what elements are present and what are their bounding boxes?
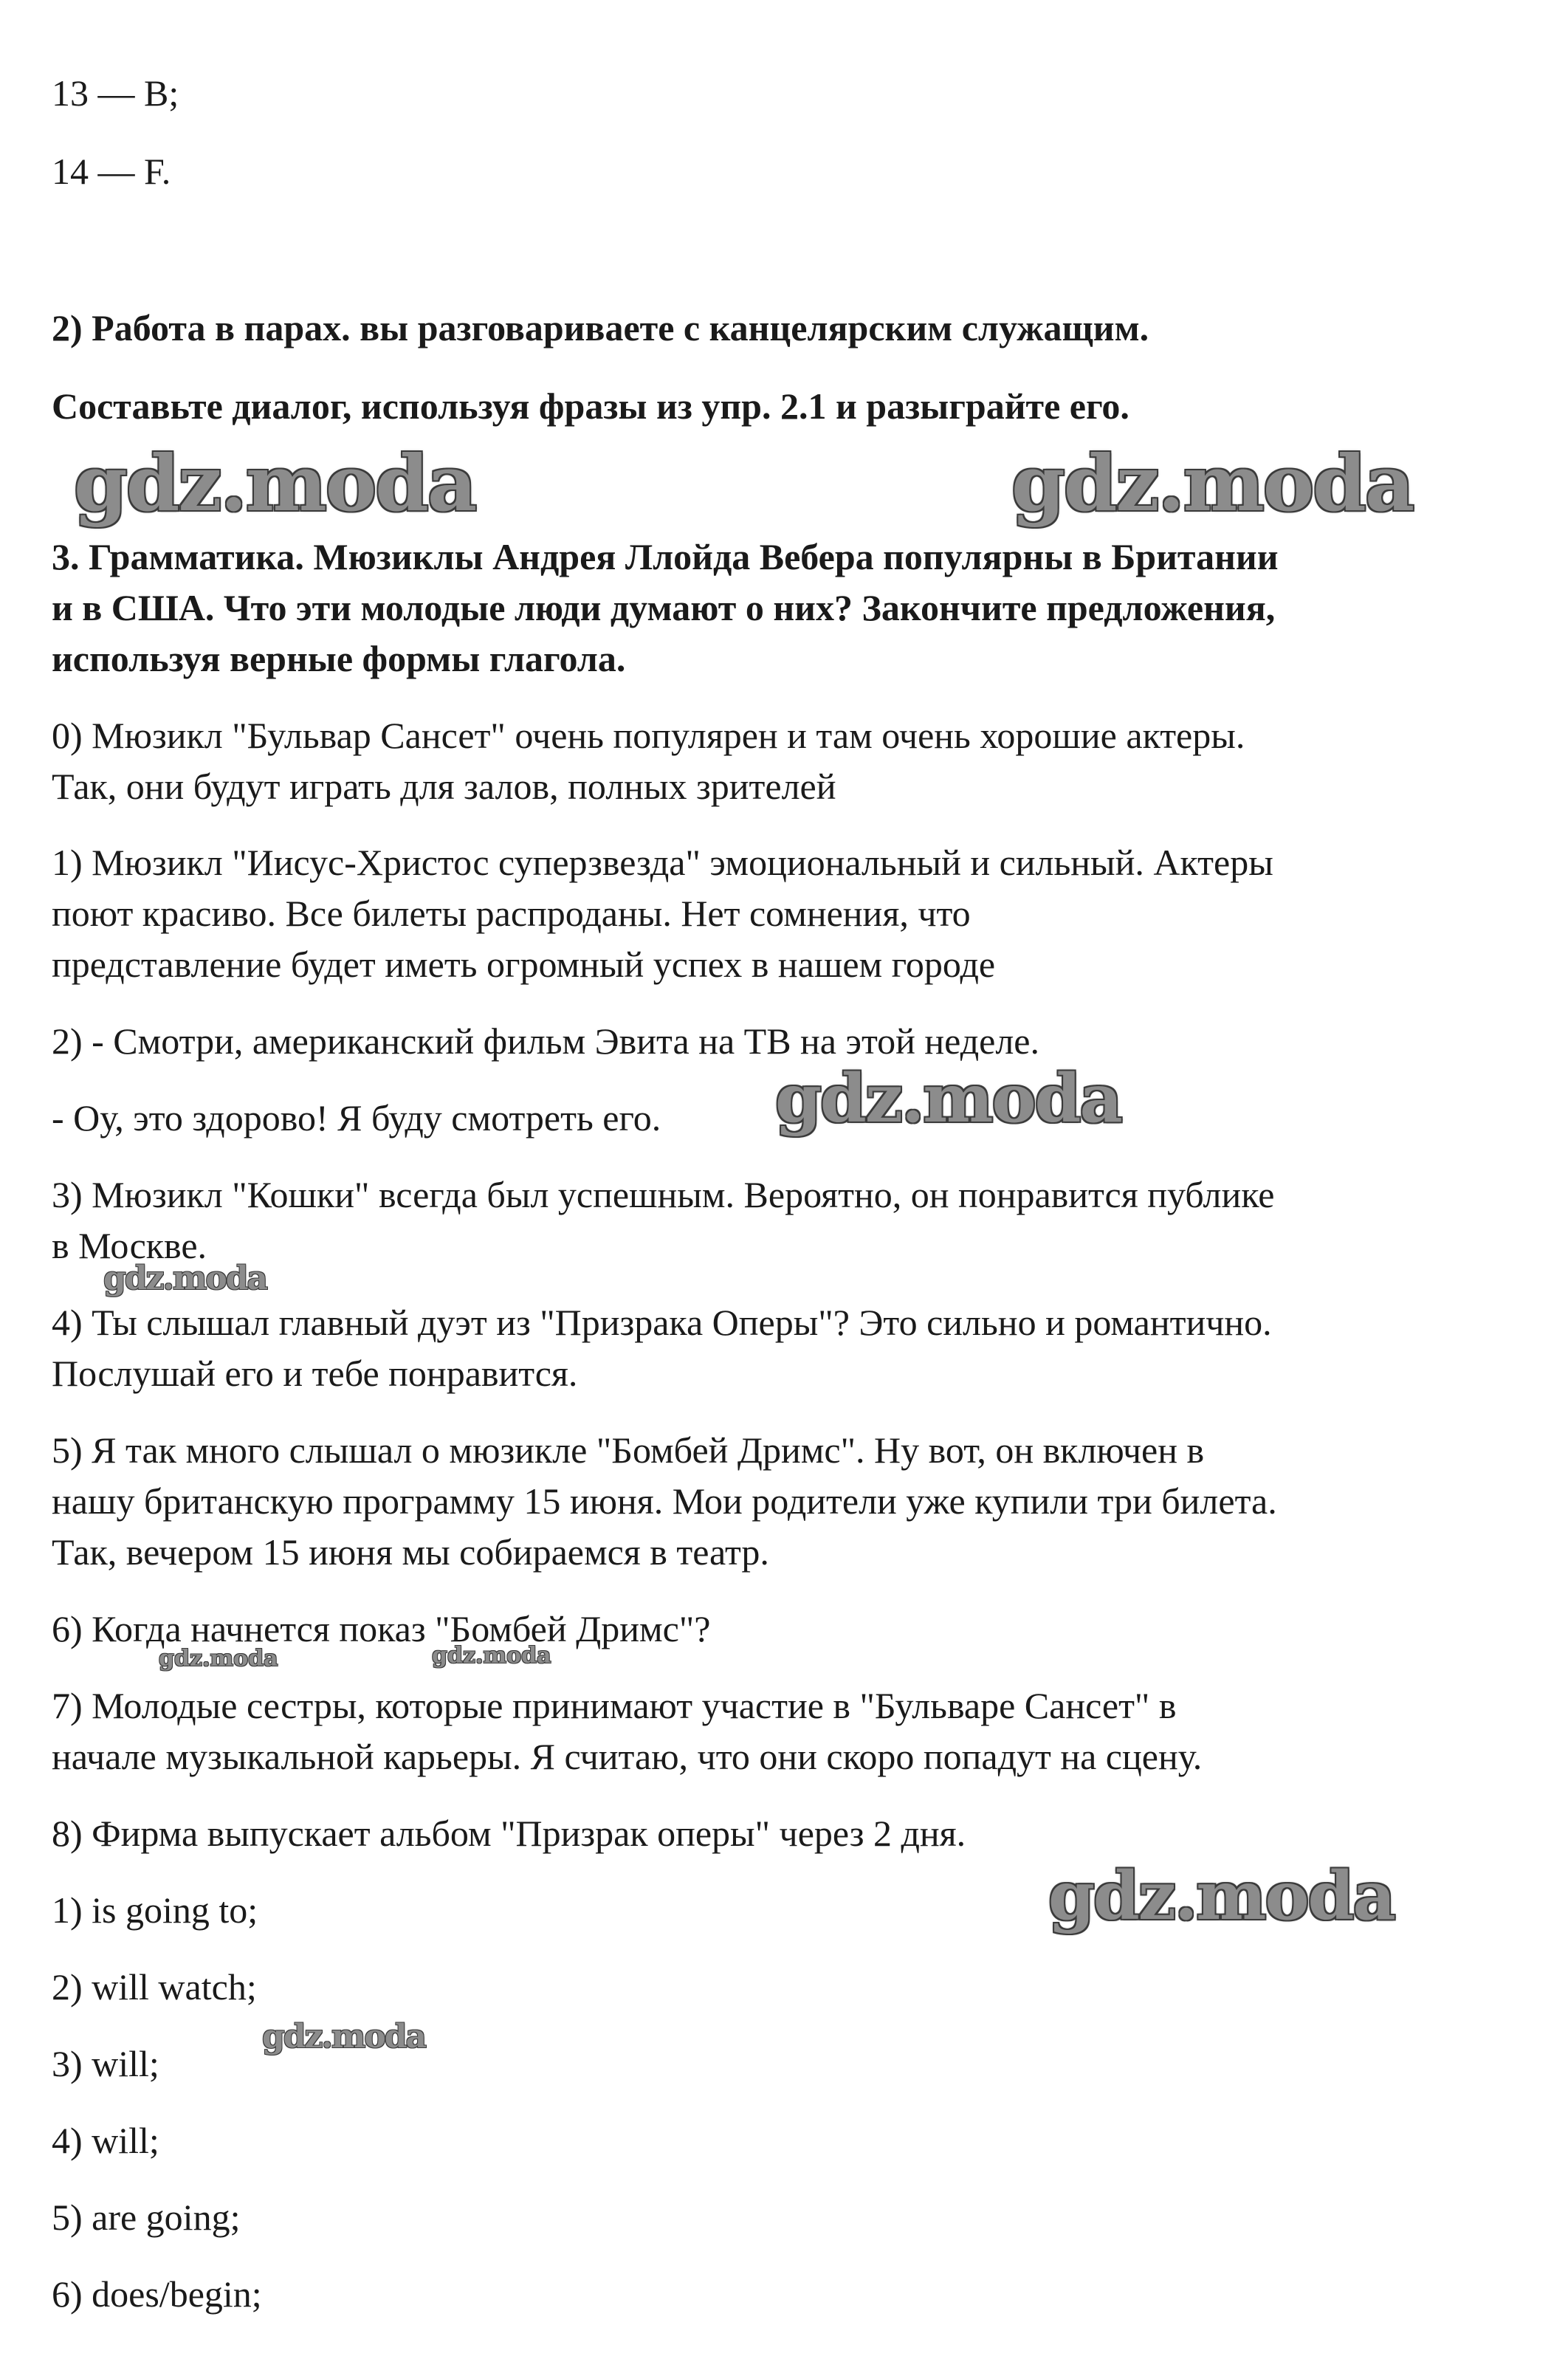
watermark: gdz.moda: [74, 438, 476, 529]
sentence-line: поют красиво. Все билеты распроданы. Нет сомнения, что: [52, 893, 971, 934]
task2-heading: 2) Работа в парах. вы разговариваете с канцелярским служащим.: [52, 307, 1149, 348]
sentence-line: Так, они будут играть для залов, полных зрителей: [52, 766, 836, 807]
task2-heading: Составьте диалог, используя фразы из упр. 2.1 и разыграйте его.: [52, 385, 1129, 427]
answer-line: 13 — B;: [52, 72, 179, 114]
answer-line: 1) is going to;: [52, 1889, 258, 1931]
sentence-line: Послушай его и тебе понравится.: [52, 1353, 578, 1394]
watermark: gdz.moda: [775, 1060, 1121, 1138]
sentence-line: - Оу, это здорово! Я буду смотреть его.: [52, 1097, 661, 1139]
sentence-line: 0) Мюзикл "Бульвар Сансет" очень популярен и там очень хорошие актеры.: [52, 715, 1245, 756]
sentence-line: нашу британскую программу 15 июня. Мои родители уже купили три билета.: [52, 1480, 1277, 1522]
sentence-line: 4) Ты слышал главный дуэт из "Призрака Оперы"? Это сильно и романтично.: [52, 1302, 1272, 1343]
sentence-line: 7) Молодые сестры, которые принимают участие в "Бульваре Сансет" в: [52, 1685, 1177, 1726]
watermark: gdz.moda: [262, 2018, 426, 2056]
answer-line: 3) will;: [52, 2043, 159, 2084]
watermark: gdz.moda: [1011, 438, 1414, 529]
answer-line: 14 — F.: [52, 151, 171, 192]
task3-heading: используя верные формы глагола.: [52, 638, 626, 679]
watermark: gdz.moda: [103, 1260, 267, 1297]
sentence-line: 2) - Смотри, американский фильм Эвита на ТВ на этой неделе.: [52, 1020, 1039, 1062]
answer-line: 4) will;: [52, 2120, 159, 2161]
sentence-line: 1) Мюзикл "Иисус-Христос суперзвезда" эмоциональный и сильный. Актеры: [52, 842, 1273, 883]
watermark: gdz.moda: [1048, 1857, 1395, 1935]
sentence-line: в Москве.: [52, 1225, 207, 1266]
answer-line: 5) are going;: [52, 2197, 241, 2238]
task3-heading: 3. Грамматика. Мюзиклы Андрея Ллойда Вебера популярны в Британии: [52, 536, 1279, 577]
watermark: gdz.moda: [159, 1646, 278, 1672]
answer-line: 6) does/begin;: [52, 2273, 262, 2315]
sentence-line: начале музыкальной карьеры. Я считаю, что они скоро попадут на сцену.: [52, 1736, 1203, 1777]
sentence-line: 6) Когда начнется показ "Бомбей Дримс"?: [52, 1608, 711, 1649]
sentence-line: 8) Фирма выпускает альбом "Призрак оперы" через 2 дня.: [52, 1813, 966, 1854]
task3-heading: и в США. Что эти молодые люди думают о них? Закончите предложения,: [52, 587, 1276, 628]
sentence-line: представление будет иметь огромный успех в нашем городе: [52, 944, 996, 985]
watermark: gdz.moda: [432, 1643, 551, 1669]
answer-line: 2) will watch;: [52, 1966, 257, 2008]
sentence-line: Так, вечером 15 июня мы собираемся в театр.: [52, 1531, 769, 1573]
sentence-line: 3) Мюзикл "Кошки" всегда был успешным. Вероятно, он понравится публике: [52, 1174, 1275, 1215]
sentence-line: 5) Я так много слышал о мюзикле "Бомбей Дримс". Ну вот, он включен в: [52, 1429, 1205, 1471]
